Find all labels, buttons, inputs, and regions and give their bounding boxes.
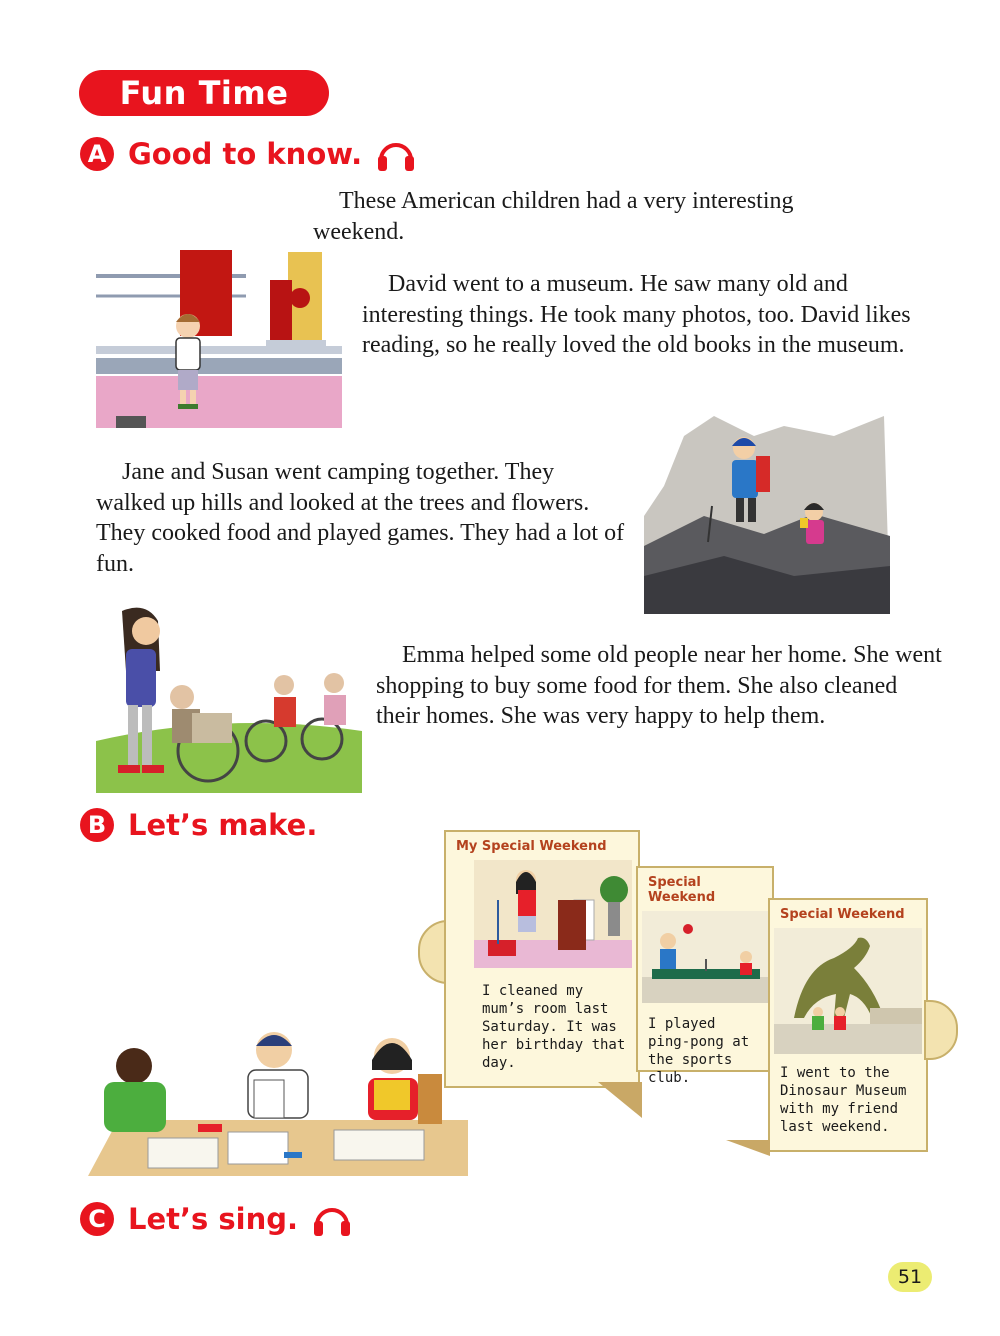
emma-illustration	[96, 601, 362, 793]
card-1-text: I cleaned my mum’s room last Saturday. It was her birthday that day.	[482, 983, 626, 1071]
card-2-text: I played ping-pong at the sports club.	[648, 1016, 750, 1086]
card-special-weekend-pingpong	[636, 866, 774, 1086]
card-3-title: Special Weekend	[780, 907, 905, 922]
card-3-tab	[924, 1000, 958, 1060]
fun-time-banner: Fun Time	[79, 70, 329, 116]
emma-paragraph: Emma helped some old people near her home. She went shopping to buy some food for them. She also cleaned their homes. She was very happy to help them.	[376, 642, 942, 729]
card-2-picture	[642, 911, 768, 1003]
page-number: 51	[888, 1262, 932, 1292]
card-special-weekend-dinosaur	[768, 898, 928, 1152]
card-3-fold	[726, 1140, 770, 1156]
camping-illustration	[644, 406, 890, 614]
card-1-picture	[474, 860, 632, 968]
section-b-heading	[80, 808, 317, 842]
david-paragraph: David went to a museum. He saw many old and interesting things. He took many photos, too. David likes reading, so he really loved the old books in the museum.	[362, 271, 911, 358]
section-a-heading	[80, 136, 416, 172]
card-1-fold	[598, 1082, 642, 1118]
card-2-title: Special Weekend	[648, 875, 716, 905]
card-3-picture	[774, 928, 922, 1054]
headphones-icon[interactable]	[376, 136, 416, 172]
section-b-badge: B	[80, 808, 114, 842]
intro-paragraph: These American children had a very interesting weekend.	[313, 188, 794, 245]
section-c-heading	[80, 1201, 352, 1237]
headphones-icon[interactable]	[312, 1201, 352, 1237]
museum-illustration	[96, 246, 342, 428]
section-c-title: Let’s sing.	[128, 1202, 299, 1236]
jane-susan-paragraph: Jane and Susan went camping together. They walked up hills and looked at the trees and flowers. They cooked food and played games. They had a lot of fun.	[96, 459, 625, 577]
section-b-title: Let’s make.	[128, 808, 318, 842]
children-making-cards-illustration	[88, 1020, 468, 1176]
card-3-text: I went to the Dinosaur Museum with my friend last weekend.	[780, 1065, 907, 1135]
section-a-title: Good to know.	[128, 137, 363, 171]
section-c-badge: C	[80, 1202, 114, 1236]
card-my-special-weekend	[444, 830, 640, 1088]
section-a-badge: A	[80, 137, 114, 171]
card-1-title: My Special Weekend	[456, 839, 607, 854]
